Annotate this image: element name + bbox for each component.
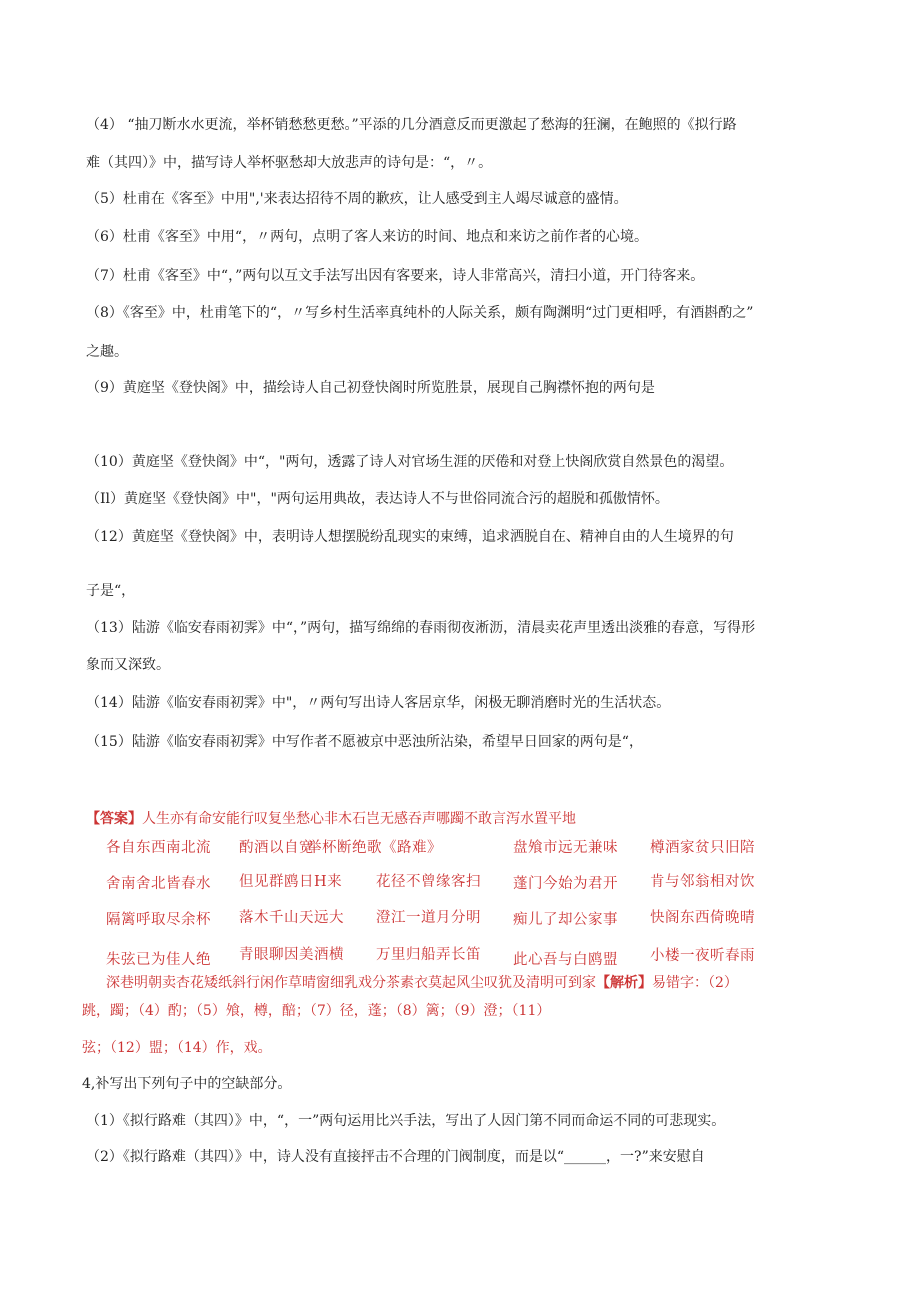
answer-cell: 举杯断绝歌《路难》 (307, 840, 442, 856)
analysis-text: 易错字：（2） (652, 975, 738, 991)
answer-cell: 盘飧市远无兼味 (513, 840, 618, 856)
analysis-line2: 跳，躅；（4）酌；（5）飧，樽，醅；（7）径，蓬；（8）篱；（9）澄；（11） (82, 1003, 551, 1019)
answer-first-text: 人生亦有命安能行叹复坐愁心非木石岂无感吞声哪躅不敢言泻水置平地 (142, 811, 576, 827)
analysis-label: 【解析】 (596, 975, 652, 991)
question-12-line1: （12）黄庭坚《登快阁》中，表明诗人想摆脱纷乱现实的束缚，追求洒脱自在、精神自由的人生境界的句 (86, 529, 734, 545)
question-8-line2: 之趣。 (86, 344, 128, 360)
question-4-line1: （4） “抽刀断水水更流，举杯销愁愁更愁。”平添的几分酒意反而更激起了愁海的狂澜，在鲍照的《拟行路 (86, 117, 737, 133)
answer-cell: 痴儿了却公家事 (513, 912, 618, 928)
question-4-line2: 难（其四）》中，描写诗人举杯驱愁却大放悲声的诗句是：“，〃。 (86, 155, 493, 171)
section-4-title: 4,补写出下列句子中的空缺部分。 (82, 1076, 292, 1092)
answer-cell: 落木千山天远大 (239, 910, 344, 926)
question-7: （7）杜甫《客至》中“，”两句以互文手法写出因有客要来，诗人非常高兴，清扫小道，开门待客来。 (86, 268, 705, 284)
question-6: （6）杜甫《客至》中用“，〃两句，点明了客人来访的时间、地点和来访之前作者的心境。 (86, 229, 649, 245)
question-10: （10）黄庭坚《登快阁》中“，"两句，透露了诗人对官场生涯的厌倦和对登上快阁欣赏自然景色的渴望。 (86, 454, 734, 470)
question-15: （15）陆游《临安春雨初霁》中写作者不愿被京中恶浊所沾染，希望早日回家的两句是“， (86, 734, 643, 750)
answer-cell: 万里归船弄长笛 (376, 947, 481, 963)
answer-cell: 此心吾与白鸥盟 (513, 952, 618, 968)
question-13-line1: （13）陆游《临安春雨初霁》中“，”两句，描写绵绵的春雨彻夜淅沥，清晨卖花声里透出淡雅的春意，写得形 (86, 620, 756, 636)
answer-cell: 酌酒以自宽 (239, 840, 314, 856)
section-4-question-1: （1）《拟行路难（其四）》中，“，一”两句运用比兴手法，写出了人因门第不同而命运不同的可悲现实。 (86, 1113, 726, 1129)
answer-cell: 花径不曾缘客扫 (376, 874, 481, 890)
question-11: （Il）黄庭坚《登快阁》中"，"两句运用典故，表达诗人不与世俗同流合污的超脱和孤傲情怀。 (86, 491, 669, 507)
answer-cell: 蓬门今始为君开 (513, 876, 618, 892)
answer-cell: 各自东西南北流 (106, 840, 211, 856)
answer-cell: 朱弦已为佳人绝 (106, 952, 211, 968)
question-5: （5）杜甫在《客至》中用",'来表达招待不周的歉疚，让人感受到主人竭尽诚意的盛情。 (86, 191, 628, 207)
answer-cell: 澄江一道月分明 (376, 910, 481, 926)
analysis-line3: 弦；（12）盟；（14）作，戏。 (82, 1040, 272, 1056)
answer-cell: 青眼聊因美酒横 (239, 947, 344, 963)
question-12-line2: 子是“， (86, 583, 136, 599)
answer-label: 【答案】 (86, 811, 142, 827)
answer-last-text: 深巷明朝卖杏花矮纸斜行闲作草晴窗细乳戏分茶素衣莫起风尘叹犹及清明可到家 (106, 975, 596, 991)
question-14: （14）陆游《临安春雨初霁》中"，〃两句写出诗人客居京华，闲极无聊消磨时光的生活状态。 (86, 695, 671, 711)
question-13-line2: 象而又深致。 (86, 657, 170, 673)
answer-cell: 快阁东西倚晚晴 (650, 910, 755, 926)
answer-cell: 舍南舍北皆春水 (106, 876, 211, 892)
question-8-line1: （8）《客至》中，杜甫笔下的“，〃写乡村生活率真纯朴的人际关系，颇有陶渊明“过门更相呼，有酒斟酌之” (86, 305, 754, 321)
answer-first-line (86, 808, 866, 830)
answer-last-line (106, 972, 886, 994)
section-4-question-2: （2）《拟行路难（其四）》中，诗人没有直接抨击不合理的门阀制度，而是以“______，一?”来安慰自 (86, 1149, 705, 1165)
answer-cell: 樽酒家贫只旧陪 (650, 840, 755, 856)
answer-cell: 但见群鸥日H来 (239, 874, 343, 890)
question-9: （9）黄庭坚《登快阁》中，描绘诗人自己初登快阁时所览胜景，展现自己胸襟怀抱的两句是 (86, 380, 655, 396)
answer-cell: 小楼一夜听春雨 (650, 948, 755, 964)
answer-cell: 隔篱呼取尽余杯 (106, 912, 211, 928)
answer-cell: 肯与邻翁相对饮 (650, 874, 755, 890)
